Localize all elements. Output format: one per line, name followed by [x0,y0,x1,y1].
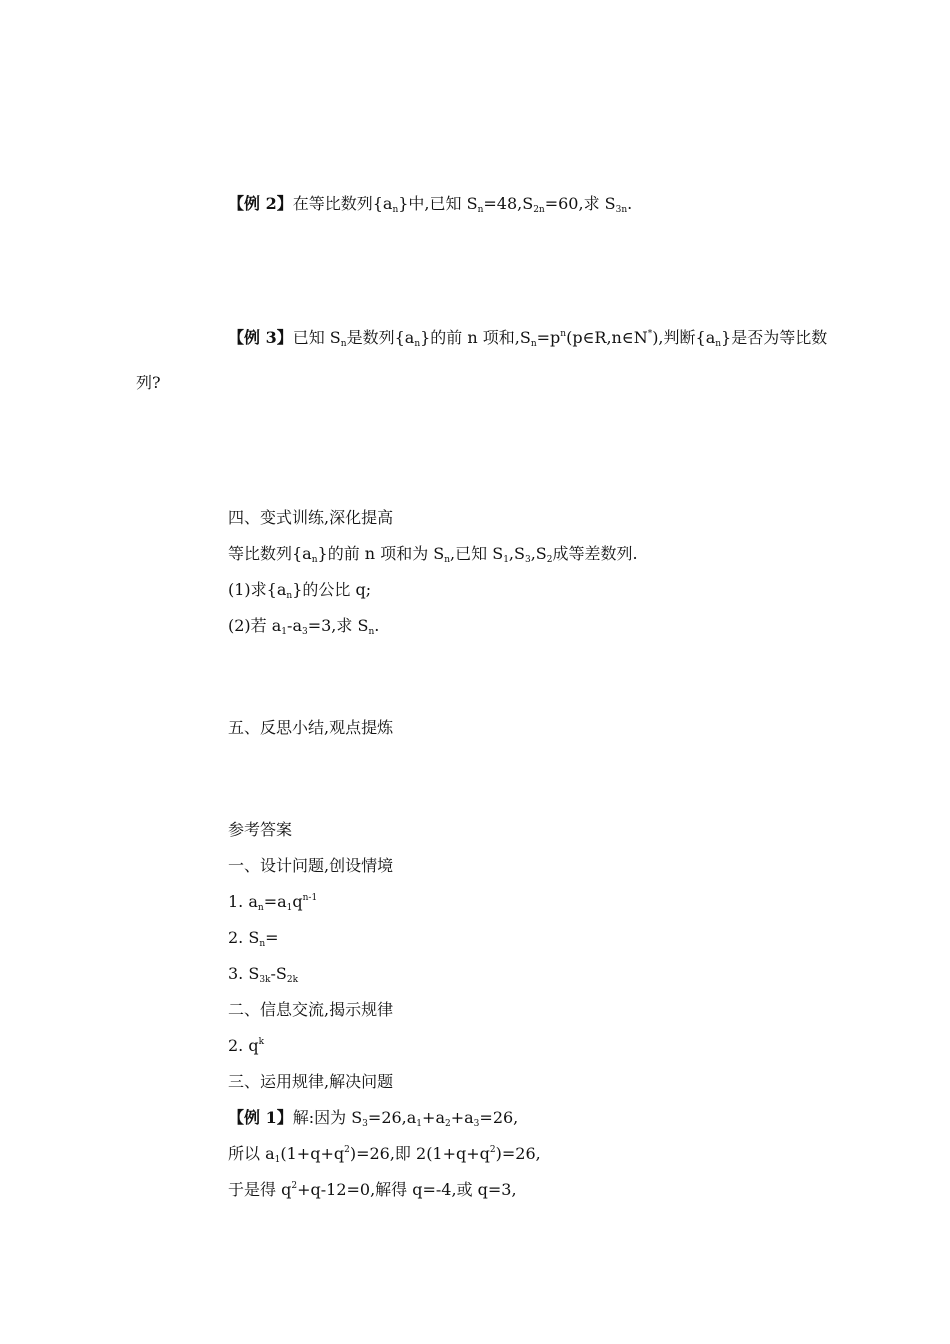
text: 所以 a [228,1144,275,1163]
text: 3. S [228,964,260,983]
subscript: 2n [533,205,545,215]
text: )=26,即 2(1+q+q [349,1144,490,1163]
superscript: n [560,329,567,339]
text: 于是得 q [228,1180,292,1199]
text: 等比数列{a [228,544,312,563]
subscript: 3 [301,627,308,637]
text: =3,求 S [307,616,369,635]
subscript: 2 [444,1119,451,1129]
superscript: n-1 [302,893,318,903]
example-3-line [228,328,827,348]
text: =p [536,328,561,347]
text: =26, [479,1108,519,1127]
text: ,S [530,544,547,563]
text: ),判断{a [652,328,716,347]
subscript: 1 [274,1155,281,1165]
subscript: n [392,205,399,215]
subscript: 3n [615,205,628,215]
subscript: 1 [503,555,509,565]
text: ,已知 S [450,544,504,563]
text: q [292,892,303,911]
solution-line-2 [228,1144,541,1164]
answer-2 [228,928,279,948]
answers-s3-heading: 三、运用规律,解决问题 [228,1072,394,1091]
section-4-problem [228,544,638,564]
superscript: 2 [291,1181,298,1191]
subscript: n [477,205,484,215]
answers-title: 参考答案 [228,820,293,839]
text: }的前 n 项和,S [420,328,531,347]
subscript: 3 [524,555,531,565]
subscript: n [530,339,537,349]
text: }中,已知 S [398,194,478,213]
text: =48,S [483,194,534,213]
subscript: n [286,591,293,601]
superscript: 2 [489,1145,496,1155]
answer-3 [228,964,298,984]
text: 是数列{a [346,328,415,347]
subscript: 2k [286,975,299,985]
subscript: 3 [362,1119,368,1129]
example-2-label: 【例 2】 [228,194,293,213]
example-1-solution [228,1108,518,1128]
text: }是否为等比数 [721,328,828,347]
text: = [265,928,279,947]
subscript: n [340,339,347,349]
subscript: n [311,555,318,565]
superscript: * [647,329,653,339]
text: 2. S [228,928,260,947]
text: }的公比 q; [292,580,372,599]
section-5-heading: 五、反思小结,观点提炼 [228,718,394,737]
text: =60,求 S [544,194,616,213]
text: 已知 S [292,328,341,347]
text: +a [422,1108,445,1127]
text: 在等比数列{a [292,194,393,213]
superscript: 2 [344,1145,350,1155]
subscript: n [259,939,266,949]
subscript: n [444,555,451,565]
text: (p∈R,n∈N [566,328,648,347]
superscript: k [258,1037,265,1047]
section-4-heading: 四、变式训练,深化提高 [228,508,394,527]
text: -a [287,616,302,635]
text: . [627,194,633,213]
subscript: n [368,627,375,637]
text: (1+q+q [280,1144,345,1163]
text: (2)若 a [228,616,282,635]
subscript: 1 [416,1119,423,1129]
text: 解:因为 S [292,1108,363,1127]
text: 1. a [228,892,258,911]
answers-s2-heading: 二、信息交流,揭示规律 [228,1000,394,1019]
text: ,S [508,544,525,563]
subscript: 1 [286,903,293,913]
subscript: n [257,903,264,913]
example-3-wrap: 列? [136,373,161,392]
text: . [374,616,380,635]
subscript: n [414,339,421,349]
section-4-q1 [228,580,371,600]
text: +a [450,1108,474,1127]
text: +q-12=0,解得 q=-4,或 q=3, [297,1180,517,1199]
example-2-line [228,194,632,214]
section-4-q2 [228,616,379,636]
text: -S [270,964,287,983]
text: )=26, [495,1144,541,1163]
answer-1 [228,892,317,912]
example-1-label: 【例 1】 [228,1108,293,1127]
text: }的前 n 项和为 S [317,544,445,563]
subscript: n [715,339,722,349]
text: =a [263,892,287,911]
subscript: 1 [281,627,288,637]
text: 2. q [228,1036,259,1055]
subscript: 3 [473,1119,480,1129]
text: 成等差数列. [552,544,638,563]
text: =26,a [367,1108,417,1127]
answer-b2 [228,1036,264,1056]
example-3-label: 【例 3】 [228,328,293,347]
text: (1)求{a [228,580,287,599]
solution-line-3 [228,1180,517,1200]
answers-s1-heading: 一、设计问题,创设情境 [228,856,394,875]
subscript: 3k [259,975,271,985]
subscript: 2 [546,555,553,565]
